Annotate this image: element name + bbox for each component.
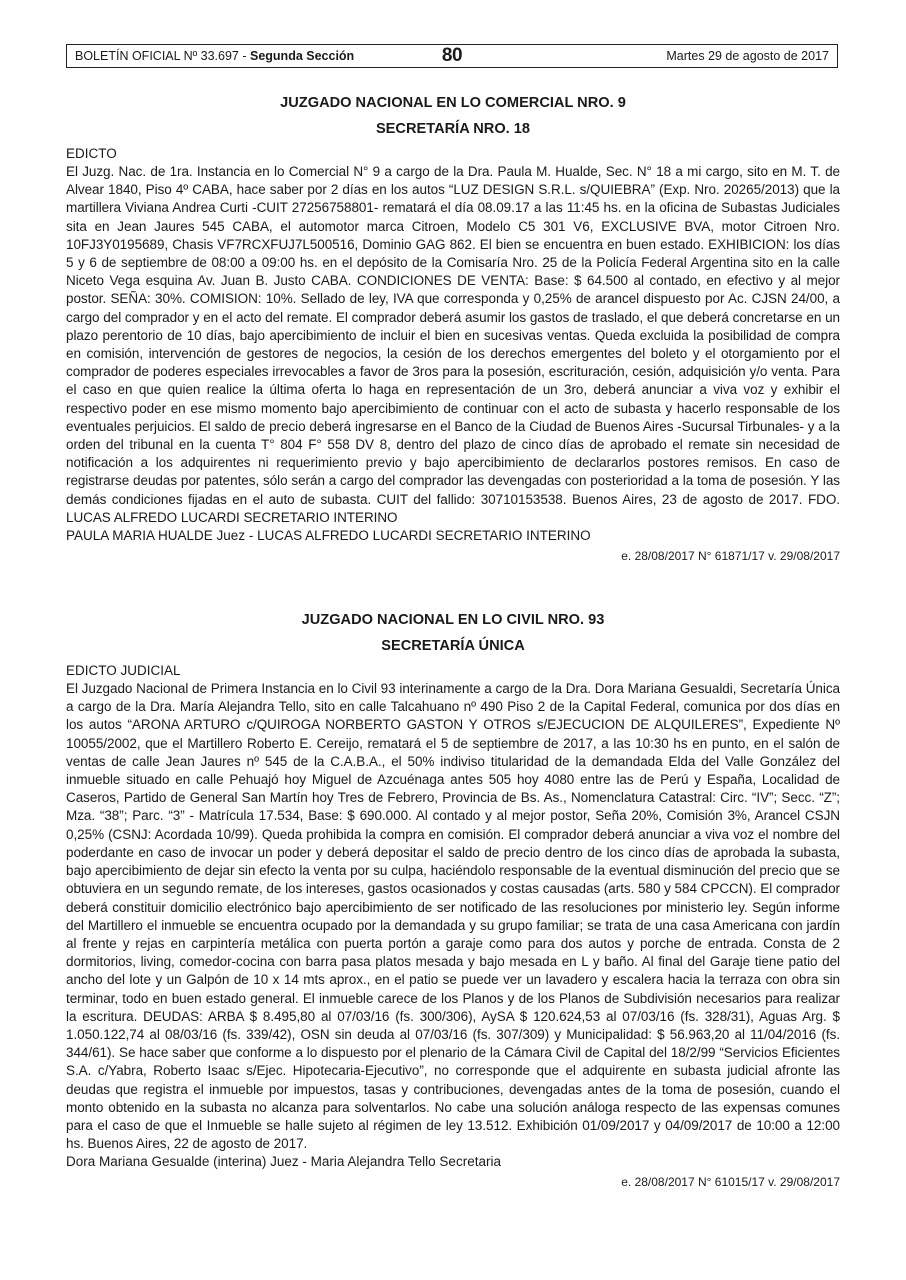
publication-date: Martes 29 de agosto de 2017 bbox=[666, 49, 829, 63]
page-content bbox=[66, 90, 840, 1191]
notice-separator bbox=[66, 565, 840, 607]
notice-body: El Juzgado Nacional de Primera Instancia en lo Civil 93 interinamente a cargo de la Dra. Dora Mariana Gesualdi, Secretaría Única a cargo de la Dra. María Alejandra Tello, sito en calle Talcahuano nº 490 Piso 2 de la Capital Federal, comunica por dos días en los autos “ARONA ARTURO c/QUIROGA NORBERTO GASTON Y OTROS s/EJECUCION DE ALQUILERES”, Expediente Nº 10055/2002, que el Martillero Roberto E. Cereijo, rematará el 5 de septiembre de 2017, a las 10:30 hs en punto, en el salón de ventas de calle Jean Jaures nº 545 de la C.A.B.A., el 50% indiviso titularidad de la demandada Elda del Valle González del inmueble situado en calle Pehuajó hoy Miguel de Azcuénaga antes 505 hoy 4080 entre las de Perú y España, Localidad de Caseros, Partido de General San Martín hoy Tres de Febrero, Provincia de Bs. As., Nomenclatura Catastral: Circ. “IV”; Secc. “Z”; Mza. “38”; Parc. “3” - Matrícula 17.534, Base: $ 690.000. Al contado y al mejor postor, Seña 20%, Comisión 3%, Arancel CSJN 0,25% (CSNJ: Acordada 10/99). Queda prohibida la compra en comisión. El comprador deberá anunciar a viva voz el nombre del poderdante en caso de invocar un poder y deberá depositar el saldo de precio dentro de los cinco días de aprobada la subasta, bajo apercibimiento de dejar sin efecto la venta por su culpa, haciéndolo responsable de la eventual disminución del precio que se obtuviera en un segundo remate, de los intereses, gastos ocasionados y costas causadas (arts. 580 y 584 CPCCN). El comprador deberá constituir domicilio electrónico bajo apercibimiento de ser notificado de las resoluciones por ministerio ley. Según informe del Martillero el inmueble se encuentra ocupado por la demandada y su grupo familiar; se trata de una casa Americana con jardín al frente y rejas en carpintería metálica con puerta portón a garaje como para dos autos y porche de entrada. Consta de 2 dormitorios, living, comedor-cocina con barra pasa platos mesada y bajo mesada en L y baño. Al final del Garaje tiene patio del ancho del lote y un Galpón de 10 x 14 mts aprox., en el patio se puede ver un lavadero y escalera hacia la terraza con obra sin terminar, todo en buen estado general. El inmueble carece de los Planos y de los Planos de Subdivisión necesarios para realizar la escritura. DEUDAS: ARBA $ 8.495,80 al 07/03/16 (fs. 300/306), AySA $ 120.624,53 al 07/03/16 (fs. 328/31), Aguas Arg. $ 1.050.122,74 al 08/03/16 (fs. 339/42), OSN sin deuda al 07/03/16 (fs. 307/309) y Municipalidad: $ 56.963,20 al 11/04/2016 (fs. 344/61). Se hace saber que conforme a lo dispuesto por el plenario de la Cámara Civil de Capital del 18/2/99 “Servicios Eficientes S.A. c/Yabra, Roberto Isaac s/Ejec. Hipotecaria-Ejecutivo”, no corresponde que el adquirente en subasta judicial afronte las deudas que registra el inmueble por impuestos, tasas y contribuciones, devengadas antes de la toma de posesión, cuando el monto obtenido en la subasta no alcanza para solventarlos. No cabe una solución análoga respecto de las expensas comunes para el caso de que el Inmueble se halle sujeto al régimen de ley 13.512. Exhibición 01/09/2017 y 04/09/2017 de 10:00 a 12:00 hs. Buenos Aires, 22 de agosto de 2017. bbox=[66, 681, 840, 1152]
notice-title: JUZGADO NACIONAL EN LO COMERCIAL NRO. 9 bbox=[280, 95, 626, 111]
notice-type: EDICTO JUDICIAL bbox=[66, 663, 181, 679]
notice-body: El Juzg. Nac. de 1ra. Instancia en lo Comercial N° 9 a cargo de la Dra. Paula M. Hualde, Sec. N° 18 a mi cargo, sito en M. T. de Alvear 1840, Piso 4º CABA, hace saber por 2 días en los autos “LUZ DESIGN S.R.L. s/QUIEBRA” (Exp. Nro. 20265/2013) que la martillera Viviana Andrea Curti -CUIT 27256758801- rematará el día 08.09.17 a las 11:45 hs. en la oficina de Subastas Judiciales sita en Jean Jaures 545 CABA, el automotor marca Citroen, Modelo C5 301 V6, EXCLUSIVE BVA, motor Citroen Nro. 10FJ3Y0195689, Chasis VF7RCXFUJ7L500516, Dominio GAG 862. El bien se encuentra en buen estado. EXHIBICION: los días 5 y 6 de septiembre de 08:00 a 09:00 hs. en el depósito de la Comisaría Nro. 25 de la Policía Federal Argentina sito en la calle Niceto Vega esquina Av. Juan B. Justo CABA. CONDICIONES DE VENTA: Base: $ 64.500 al contado, en efectivo y al mejor postor. SEÑA: 30%. COMISION: 10%. Sellado de ley, IVA que corresponda y 0,25% de arancel dispuesto por Ac. CJSN 24/00, a cargo del comprador y en el acto del remate. El comprador deberá asumir los gastos de traslado, el que deberá concretarse en un plazo perentorio de 10 días, bajo apercibimiento de incluir el bien en sucesivas ventas. Queda excluida la posibilidad de compra en comisión, intervención de gestores de negocios, la cesión de los derechos emergentes del boleto y el otorgamiento por el comprador de poderes especiales irrevocables a favor de 3ros para la posesión, escrituración, cesión, adquisición y/o venta. Para el caso en que quien realice la última oferta lo haga en representación de un 3ro, deberá anunciar a viva voz y exhibir el respectivo poder en ese mismo momento bajo apercibimiento de continuar con el acto de subasta y hacerlo responsable de los eventuales perjuicios. El saldo de precio deberá ingresarse en el Banco de la Ciudad de Buenos Aires -Sucursal Tirbunales- y a la orden del tribunal en la cuenta T° 804 F° 558 DV 8, dentro del plazo de cinco días de aprobado el remate sin necesidad de notificación a los adquirentes ni requerimiento previo y bajo apercibimiento de declararlos postores remisos. En caso de registrarse deudas por patentes, sólo serán a cargo del comprador las devengadas con posterioridad a la toma de posesión. Y las demás condiciones fijadas en el auto de subasta. CUIT del fallido: 30710153538. Buenos Aires, 23 de agosto de 2017. FDO. LUCAS ALFREDO LUCARDI SECRETARIO INTERINO bbox=[66, 164, 840, 525]
notice-reference: e. 28/08/2017 N° 61871/17 v. 29/08/2017 bbox=[621, 549, 840, 564]
publication-name: BOLETÍN OFICIAL Nº 33.697 - bbox=[75, 49, 250, 63]
notice-subtitle: SECRETARÍA NRO. 18 bbox=[375, 121, 531, 137]
notice-type: EDICTO bbox=[66, 146, 117, 161]
notice-title: JUZGADO NACIONAL EN LO CIVIL NRO. 93 bbox=[301, 612, 605, 629]
section-name: Segunda Sección bbox=[250, 49, 355, 63]
notice-subtitle: SECRETARÍA ÚNICA bbox=[381, 638, 525, 655]
publication-info bbox=[75, 49, 354, 63]
notice-commercial bbox=[66, 90, 840, 565]
page-number: 80 bbox=[441, 45, 463, 66]
notice-signature: Dora Mariana Gesualde (interina) Juez - Maria Alejandra Tello Secretaria bbox=[66, 1154, 501, 1170]
page-header bbox=[66, 44, 838, 68]
notice-civil bbox=[66, 607, 840, 1191]
notice-signature: PAULA MARIA HUALDE Juez - LUCAS ALFREDO LUCARDI SECRETARIO INTERINO bbox=[66, 528, 591, 544]
notice-reference: e. 28/08/2017 N° 61015/17 v. 29/08/2017 bbox=[621, 1175, 840, 1190]
